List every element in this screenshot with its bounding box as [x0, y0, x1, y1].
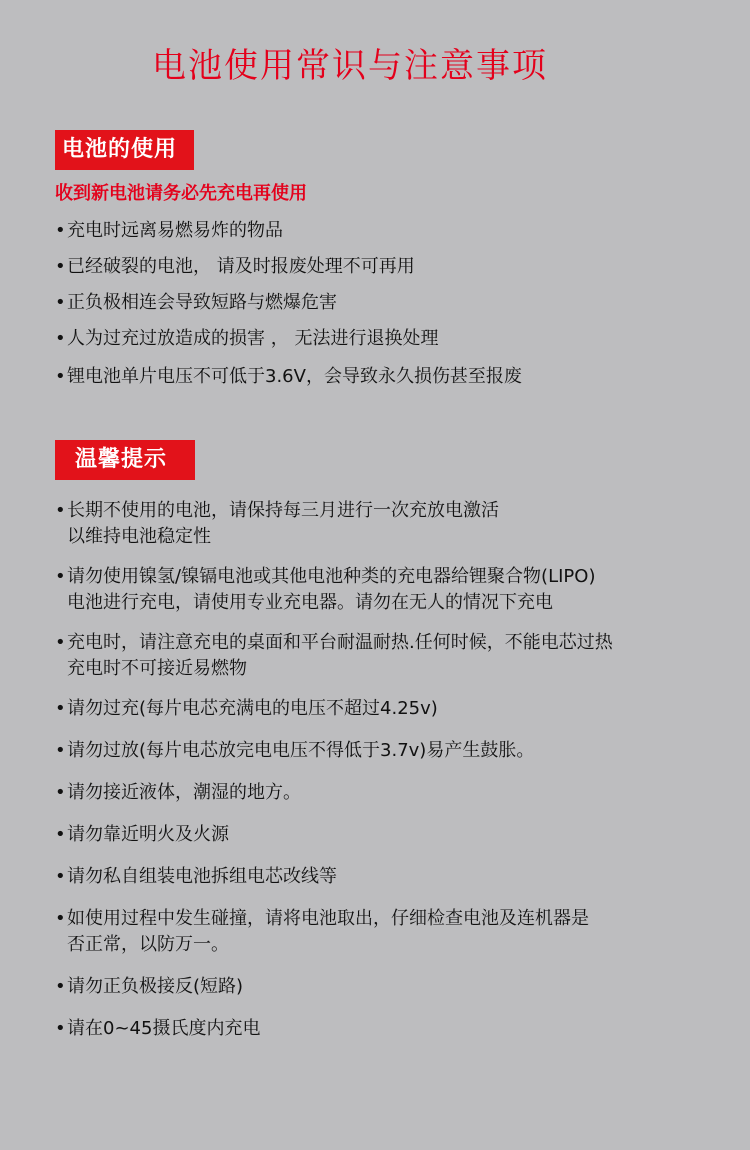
list-item: [55, 738, 534, 764]
list-item-text: 正负极相连会导致短路与燃爆危害: [67, 292, 337, 313]
list-item-text: 已经破裂的电池， 请及时报废处理不可再用: [67, 256, 415, 277]
new-battery-charge-note: 收到新电池请务必先充电再使用: [55, 183, 307, 204]
bullet: •: [55, 256, 66, 277]
page-title: 电池使用常识与注意事项: [152, 46, 548, 86]
bullet: •: [55, 976, 66, 997]
bullet: •: [55, 698, 66, 719]
list-item-text: 人为过充过放造成的损害 ， 无法进行退换处理: [67, 328, 439, 349]
list-item: [55, 822, 229, 848]
bullet: •: [55, 782, 66, 803]
list-item-continuation: 否正常，以防万一。: [67, 934, 229, 955]
list-item: [55, 364, 522, 390]
list-item-text: 请勿过充(每片电芯充满电的电压不超过4.25v): [67, 698, 438, 719]
list-item-text: 长期不使用的电池，请保持每三月进行一次充放电激活: [67, 500, 499, 521]
bullet: •: [55, 824, 66, 845]
bullet: •: [55, 866, 66, 887]
list-item: [55, 974, 243, 1000]
section-heading-tips: 温馨提示: [55, 440, 195, 480]
list-item: [55, 780, 301, 806]
bullet: •: [55, 366, 66, 387]
list-item-text: 如使用过程中发生碰撞，请将电池取出，仔细检查电池及连机器是: [67, 908, 589, 929]
list-item-text: 请勿过放(每片电芯放完电电压不得低于3.7v)易产生鼓胀。: [67, 740, 535, 761]
list-item: [55, 254, 415, 280]
list-item: [55, 630, 613, 682]
bullet: •: [55, 908, 66, 929]
bullet: •: [55, 566, 66, 587]
bullet: •: [55, 1018, 66, 1039]
bullet: •: [55, 740, 66, 761]
bullet: •: [55, 328, 66, 349]
list-item-text: 请勿靠近明火及火源: [67, 824, 229, 845]
list-item: [55, 498, 499, 550]
bullet: •: [55, 632, 66, 653]
bullet: •: [55, 500, 66, 521]
section-heading-battery-usage: 电池的使用: [55, 130, 194, 170]
list-item: [55, 864, 337, 890]
bullet: •: [55, 292, 66, 313]
bullet: •: [55, 220, 66, 241]
list-item-text: 充电时远离易燃易炸的物品: [67, 220, 283, 241]
list-item: [55, 696, 438, 722]
list-item-continuation: 以维持电池稳定性: [67, 526, 211, 547]
list-item: [55, 218, 283, 244]
list-item-continuation: 充电时不可接近易燃物: [67, 658, 247, 679]
list-item-text: 请勿接近液体，潮湿的地方。: [67, 782, 301, 803]
list-item: [55, 326, 438, 352]
list-item: [55, 1016, 260, 1042]
list-item: [55, 290, 337, 316]
list-item-text: 充电时，请注意充电的桌面和平台耐温耐热.任何时候，不能电芯过热: [67, 632, 613, 653]
list-item: [55, 564, 595, 616]
list-item-text: 请勿使用镍氢/镍镉电池或其他电池种类的充电器给锂聚合物(LIPO): [67, 566, 596, 587]
list-item-text: 请勿私自组装电池拆组电芯改线等: [67, 866, 337, 887]
list-item-text: 锂电池单片电压不可低于3.6V，会导致永久损伤甚至报废: [67, 366, 522, 387]
list-item-text: 请勿正负极接反(短路): [67, 976, 244, 997]
list-item-text: 请在0~45摄氏度内充电: [67, 1018, 261, 1039]
list-item-continuation: 电池进行充电，请使用专业充电器。请勿在无人的情况下充电: [67, 592, 553, 613]
list-item: [55, 906, 589, 958]
